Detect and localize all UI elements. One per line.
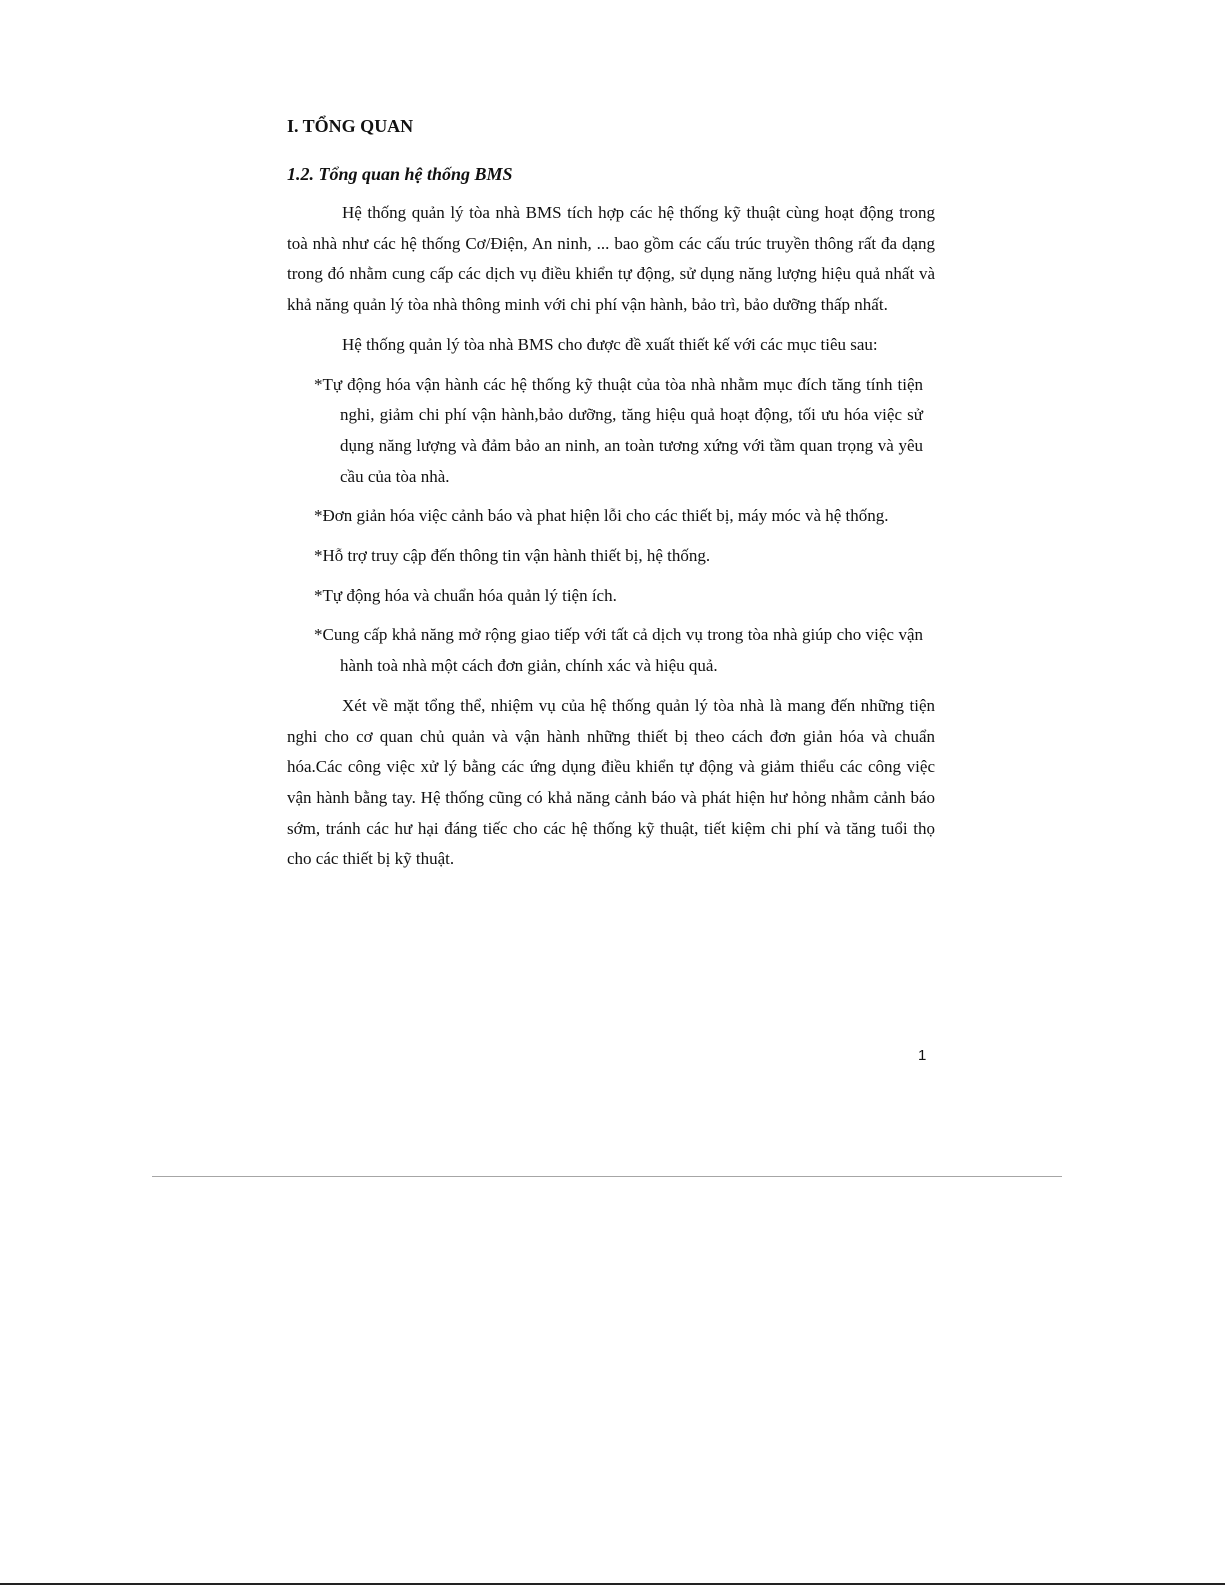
intro-paragraph: Hệ thống quản lý tòa nhà BMS tích hợp các hệ thống kỹ thuật cùng hoạt động trong toà nhà như các hệ thống Cơ/Điện, An ninh, ... bao gồm các cấu trúc truyền thông rất đa dạng trong đó nhằm cung cấp các dịch vụ điều khiển tự động, sử dụng năng lượng hiệu quả nhất và khả năng quản lý tòa nhà thông minh với chi phí vận hành, bảo trì, bảo dưỡng thấp nhất. [287,203,935,315]
objective-item: *Cung cấp khả năng mở rộng giao tiếp với tất cả dịch vụ trong tòa nhà giúp cho việc vận hành toà nhà một cách đơn giản, chính xác và hiệu quả. [314,625,923,676]
objectives-intro-paragraph: Hệ thống quản lý tòa nhà BMS cho được đề xuất thiết kế với các mục tiêu sau: [342,334,878,354]
page-break-divider [152,1176,1062,1177]
document-page-content [287,112,935,884]
subsection-heading: 1.2. Tổng quan hệ thống BMS [287,164,513,184]
page-number: 1 [918,1047,927,1064]
objective-item: *Đơn giản hóa việc cảnh báo và phat hiện lỗi cho các thiết bị, máy móc và hệ thống. [314,506,889,526]
objectives-list [287,370,935,682]
section-heading: I. TỔNG QUAN [287,116,414,136]
summary-paragraph: Xét về mặt tổng thể, nhiệm vụ của hệ thống quản lý tòa nhà là mang đến những tiện nghi cho cơ quan chủ quản và vận hành những thiết bị theo cách đơn giản hóa và chuẩn hóa.Các công việc xử lý bằng các ứng dụng điều khiển tự động và giảm thiểu các công việc vận hành bằng tay. Hệ thống cũng có khả năng cảnh báo và phát hiện hư hỏng nhằm cảnh báo sớm, tránh các hư hại đáng tiếc cho các hệ thống kỹ thuật, tiết kiệm chi phí và tăng tuổi thọ cho các thiết bị kỹ thuật. [287,695,935,869]
objective-item: *Hỗ trợ truy cập đến thông tin vận hành thiết bị, hệ thống. [314,546,711,566]
objective-item: *Tự động hóa vận hành các hệ thống kỹ thuật của tòa nhà nhằm mục đích tăng tính tiện nghi, giảm chi phí vận hành,bảo dưỡng, tăng hiệu quả hoạt động, tối ưu hóa việc sử dụng năng lượng và đảm bảo an ninh, an toàn tương xứng với tầm quan trọng và yêu cầu của tòa nhà. [314,374,923,486]
objective-item: *Tự động hóa và chuẩn hóa quản lý tiện ích. [314,585,617,605]
